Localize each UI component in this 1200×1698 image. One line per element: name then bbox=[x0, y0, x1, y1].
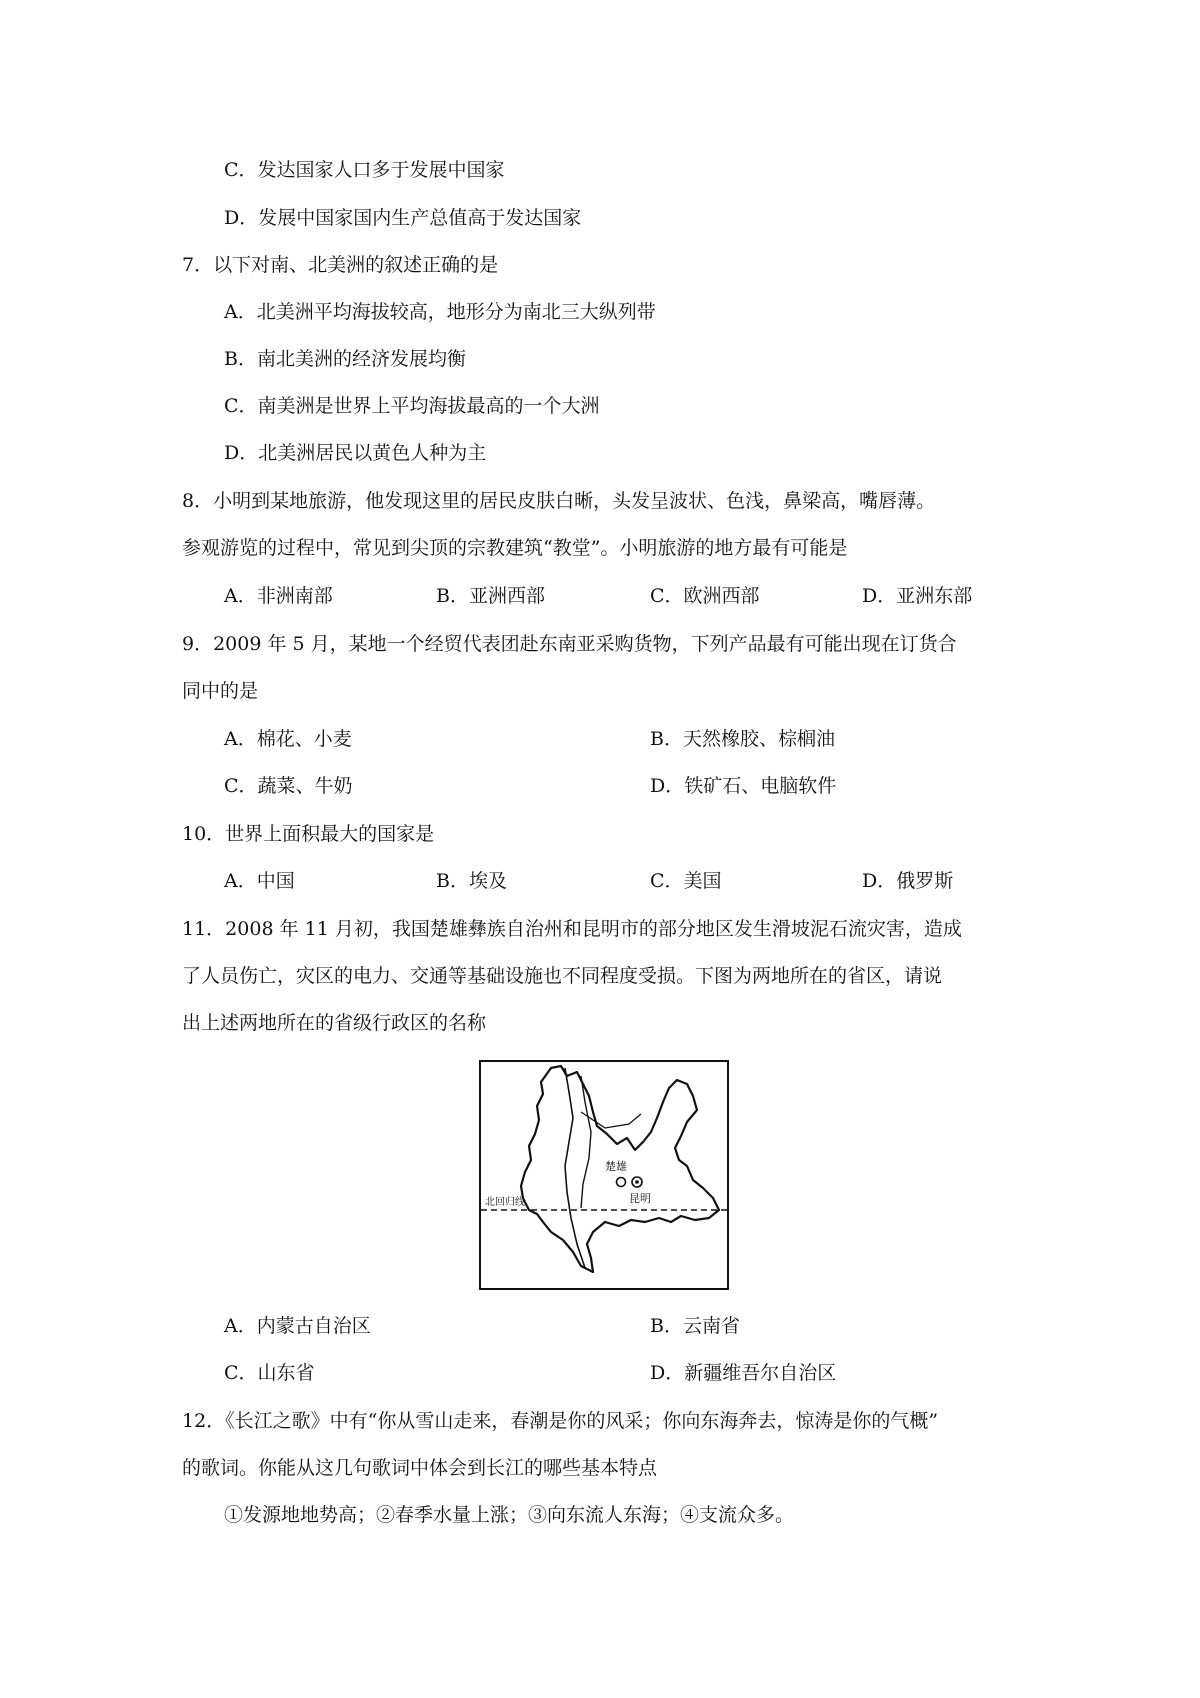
q11-option-a: A．内蒙古自治区 bbox=[224, 1315, 371, 1337]
q12-stem-line2: 的歌词。你能从这几句歌词中体会到长江的哪些基本特点 bbox=[182, 1457, 658, 1479]
q10-stem: 10．世界上面积最大的国家是 bbox=[182, 823, 435, 845]
q7-option-c: C．南美洲是世界上平均海拔最高的一个大洲 bbox=[224, 395, 600, 417]
tropic-label: 北回归线 bbox=[485, 1197, 525, 1208]
yunnan-map-figure bbox=[479, 1060, 729, 1290]
q8-stem-line1: 8．小明到某地旅游，他发现这里的居民皮肤白晰，头发呈波状、色浅，鼻梁高，嘴唇薄。 bbox=[182, 490, 936, 512]
q12-items: ①发源地地势高；②春季水量上涨；③向东流人东海；④支流众多。 bbox=[224, 1504, 795, 1526]
q9-option-b: B．天然橡胶、棕榈油 bbox=[650, 728, 835, 750]
q11-stem-line1: 11．2008 年 11 月初，我国楚雄彝族自治州和昆明市的部分地区发生滑坡泥石流灾害，造成 bbox=[182, 918, 962, 940]
kunming-marker-dot bbox=[635, 1180, 639, 1184]
q9-option-c: C．蔬菜、牛奶 bbox=[224, 775, 353, 797]
chuxiong-marker bbox=[617, 1178, 626, 1187]
q9-stem-line2: 同中的是 bbox=[182, 680, 259, 702]
q8-option-a: A．非洲南部 bbox=[224, 585, 333, 607]
q11-stem-line3: 出上述两地所在的省级行政区的名称 bbox=[182, 1012, 487, 1034]
q10-option-b: B．埃及 bbox=[436, 870, 507, 892]
chuxiong-label: 楚雄 bbox=[605, 1160, 627, 1173]
q9-option-d: D．铁矿石、电脑软件 bbox=[650, 775, 837, 797]
q6-option-c: C．发达国家人口多于发展中国家 bbox=[224, 159, 505, 181]
q11-option-c: C．山东省 bbox=[224, 1362, 315, 1384]
q8-stem-line2: 参观游览的过程中，常见到尖顶的宗教建筑“教堂”。小明旅游的地方最有可能是 bbox=[182, 537, 848, 559]
q9-option-a: A．棉花、小麦 bbox=[224, 728, 352, 750]
q10-option-c: C．美国 bbox=[650, 870, 722, 892]
q7-stem: 7．以下对南、北美洲的叙述正确的是 bbox=[182, 254, 499, 276]
yunnan-map-svg bbox=[481, 1062, 727, 1288]
q12-stem-line1: 12．《长江之歌》中有“你从雪山走来，春潮是你的风采；你向东海奔去，惊涛是你的气概” bbox=[182, 1410, 939, 1432]
q11-option-b: B．云南省 bbox=[650, 1315, 740, 1337]
kunming-label: 昆明 bbox=[629, 1192, 651, 1205]
q8-option-c: C．欧洲西部 bbox=[650, 585, 760, 607]
q11-option-d: D．新疆维吾尔自治区 bbox=[650, 1362, 837, 1384]
q7-option-d: D．北美洲居民以黄色人种为主 bbox=[224, 442, 487, 464]
river-line bbox=[565, 1068, 585, 1268]
q7-option-b: B．南北美洲的经济发展均衡 bbox=[224, 348, 466, 370]
q11-stem-line2: 了人员伤亡，灾区的电力、交通等基础设施也不同程度受损。下图为两地所在的省区，请说 bbox=[182, 965, 943, 987]
q9-stem-line1: 9．2009 年 5 月，某地一个经贸代表团赴东南亚采购货物，下列产品最有可能出现在订货合 bbox=[182, 633, 957, 655]
q8-option-b: B．亚洲西部 bbox=[436, 585, 545, 607]
q8-option-d: D．亚洲东部 bbox=[862, 585, 973, 607]
q10-option-a: A．中国 bbox=[224, 870, 295, 892]
q6-option-d: D．发展中国家国内生产总值高于发达国家 bbox=[224, 207, 582, 229]
q10-option-d: D．俄罗斯 bbox=[862, 870, 954, 892]
q7-option-a: A．北美洲平均海拔较高，地形分为南北三大纵列带 bbox=[224, 301, 656, 323]
